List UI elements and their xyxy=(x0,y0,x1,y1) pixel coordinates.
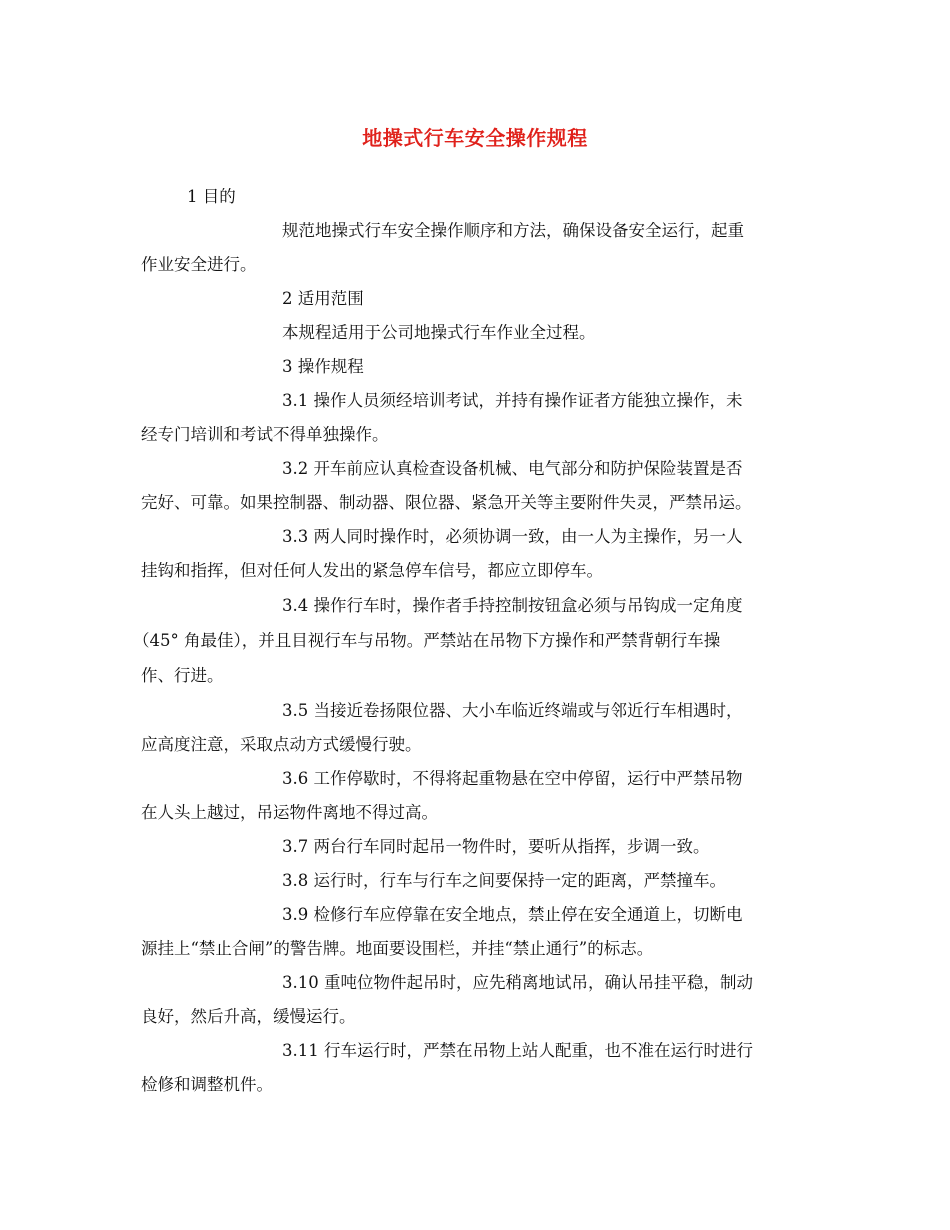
paragraph-line: 3.7 两台行车同时起吊一物件时，要听从指挥，步调一致。 xyxy=(282,837,710,856)
paragraph-line: 3.11 行车运行时，严禁在吊物上站人配重，也不准在运行时进行 xyxy=(282,1041,753,1060)
paragraph-line: 3.5 当接近卷扬限位器、大小车临近终端或与邻近行车相遇时， xyxy=(282,701,743,720)
paragraph-line: 应高度注意，采取点动方式缓慢行驶。 xyxy=(141,735,422,754)
section-heading-procedures: 3 操作规程 xyxy=(282,357,364,376)
paragraph-line: 3.2 开车前应认真检查设备机械、电气部分和防护保险装置是否 xyxy=(282,459,743,478)
paragraph-line: 3.1 操作人员须经培训考试，并持有操作证者方能独立操作，未 xyxy=(282,391,743,410)
document-title: 地操式行车安全操作规程 xyxy=(362,126,588,150)
paragraph-line: 3.4 操作行车时，操作者手持控制按钮盒必须与吊钩成一定角度 xyxy=(282,596,743,615)
paragraph-line: 经专门培训和考试不得单独操作。 xyxy=(141,425,389,444)
paragraph-line: 3.6 工作停歇时，不得将起重物悬在空中停留，运行中严禁吊物 xyxy=(282,769,743,788)
paragraph-line: 3.3 两人同时操作时，必须协调一致，由一人为主操作，另一人 xyxy=(282,527,743,546)
paragraph-line: 作、行进。 xyxy=(141,666,224,685)
paragraph-line: 在人头上越过，吊运物件离地不得过高。 xyxy=(141,803,438,822)
paragraph-line: 挂钩和指挥，但对任何人发出的紧急停车信号，都应立即停车。 xyxy=(141,561,603,580)
paragraph-line: 本规程适用于公司地操式行车作业全过程。 xyxy=(282,323,596,342)
paragraph-line: 完好、可靠。如果控制器、制动器、限位器、紧急开关等主要附件失灵，严禁吊运。 xyxy=(141,493,752,512)
paragraph-line: 作业安全进行。 xyxy=(141,255,257,274)
paragraph-line: 3.9 检修行车应停靠在安全地点，禁止停在安全通道上，切断电 xyxy=(282,905,743,924)
paragraph-line: 3.10 重吨位物件起吊时，应先稍离地试吊，确认吊挂平稳，制动 xyxy=(282,973,753,992)
section-heading-scope: 2 适用范围 xyxy=(282,289,364,308)
paragraph-line: 源挂上“禁止合闸”的警告牌。地面要设围栏，并挂“禁止通行”的标志。 xyxy=(141,939,654,958)
paragraph-line: （45° 角最佳），并且目视行车与吊物。严禁站在吊物下方操作和严禁背朝行车操 xyxy=(133,631,721,650)
section-heading-purpose: 1 目的 xyxy=(187,187,236,206)
paragraph-line: 检修和调整机件。 xyxy=(141,1075,273,1094)
paragraph-line: 良好，然后升高，缓慢运行。 xyxy=(141,1007,356,1026)
paragraph-line: 规范地操式行车安全操作顺序和方法，确保设备安全运行，起重 xyxy=(282,221,744,240)
paragraph-line: 3.8 运行时，行车与行车之间要保持一定的距离，严禁撞车。 xyxy=(282,871,726,890)
